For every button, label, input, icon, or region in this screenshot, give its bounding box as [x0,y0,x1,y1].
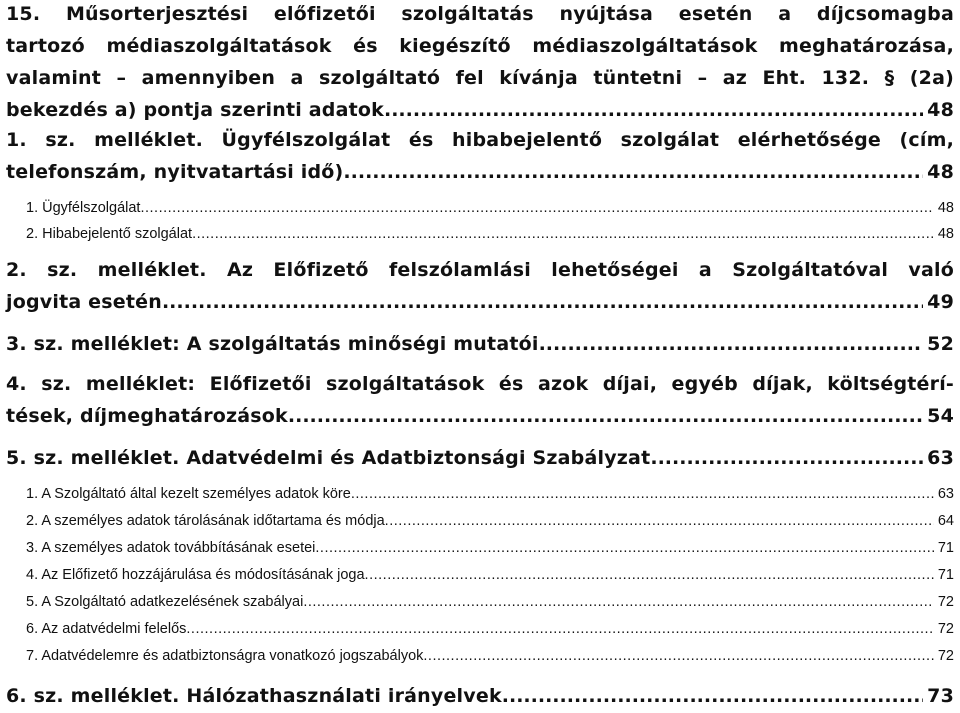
toc-entry-line: 4. sz. melléklet: Előfizetői szolgáltatások és azok díjai, egyéb díjak, költségtérí- [6,373,954,395]
toc-entry-last-line [6,400,954,432]
toc-entry-title: 6. Az adatvédelmi felelős [26,621,187,637]
page-number: 72 [937,621,954,637]
toc-entry-storage-period[interactable] [26,509,954,533]
toc-entry-title: jogvita esetén [6,291,162,313]
dot-leader [315,536,933,560]
toc-entry-annex-5[interactable] [6,442,954,474]
dot-leader [140,196,933,220]
toc-entry-last-line [26,536,954,560]
page-number: 54 [927,405,954,427]
dot-leader [423,644,933,668]
dot-leader [385,509,934,533]
dot-leader [343,156,923,188]
toc-entry-title: 1. Ügyfélszolgálat [26,200,141,216]
toc-entry-data-transfer[interactable] [26,536,954,560]
page-number: 48 [937,226,954,242]
toc-entry-title: 2. A személyes adatok tárolásának időtartama és módja [26,513,385,529]
page-number: 48 [927,161,954,183]
toc-entry-title: 5. sz. melléklet. Adatvédelmi és Adatbiztonsági Szabályzat [6,447,651,469]
page-number: 73 [927,685,954,707]
toc-entry-last-line [6,94,954,126]
page-number: 64 [937,513,954,529]
toc-entry-annex-2[interactable] [6,254,954,318]
toc-entry-fault-reporting[interactable] [26,222,954,246]
toc-entry-last-line [26,222,954,246]
toc-entry-title: 4. Az Előfizető hozzájárulása és módosításának joga [26,567,365,583]
page-number: 48 [927,99,954,121]
toc-entry-title: telefonszám, nyitvatartási idő) [6,161,344,183]
dot-leader [539,328,924,360]
dot-leader [192,222,934,246]
dot-leader [384,94,923,126]
toc-entry-title: 2. Hibabejelentő szolgálat [26,226,193,242]
toc-entry-15[interactable] [6,0,954,126]
toc-entry-last-line [26,590,954,614]
toc-entry-legislation[interactable] [26,644,954,668]
dot-leader [502,680,923,712]
toc-entry-line: 1. sz. melléklet. Ügyfélszolgálat és hibabejelentő szolgálat elérhetősége (cím, [6,129,954,151]
page-number: 71 [937,567,954,583]
toc-entry-last-line [6,286,954,318]
dot-leader [650,442,923,474]
toc-entry-last-line [26,617,954,641]
toc-entry-line: tartozó médiaszolgáltatások és kiegészítő médiaszolgáltatások meghatározása, [6,35,954,57]
toc-entry-line: 15. Műsorterjesztési előfizetői szolgáltatás nyújtása esetén a díjcsomagba [6,3,954,25]
toc-entry-last-line [6,156,954,188]
toc-entry-title: bekezdés a) pontja szerinti adatok [6,99,384,121]
page-number: 72 [937,594,954,610]
toc-entry-title: 3. A személyes adatok továbbításának esetei [26,540,316,556]
dot-leader [351,482,934,506]
page-number: 72 [937,648,954,664]
toc-entry-consent[interactable] [26,563,954,587]
toc-entry-customer-service[interactable] [26,196,954,220]
toc-entry-title: 3. sz. melléklet: A szolgáltatás minőségi mutatói [6,333,539,355]
toc-entry-last-line [26,196,954,220]
dot-leader [303,590,934,614]
toc-entry-last-line [6,328,954,360]
dot-leader [288,400,923,432]
toc-entry-title: 1. A Szolgáltató által kezelt személyes adatok köre [26,486,351,502]
toc-entry-processing-rules[interactable] [26,590,954,614]
toc-entry-annex-3[interactable] [6,328,954,360]
toc-entry-annex-6[interactable] [6,680,954,712]
toc-entry-personal-data-scope[interactable] [26,482,954,506]
toc-entry-last-line [26,644,954,668]
dot-leader [162,286,923,318]
toc-entry-last-line [26,509,954,533]
toc-entry-last-line [26,482,954,506]
page-number: 49 [927,291,954,313]
page-number: 52 [927,333,954,355]
dot-leader [186,617,933,641]
page-number: 71 [937,540,954,556]
page-number: 63 [937,486,954,502]
toc-entry-data-protection-officer[interactable] [26,617,954,641]
toc-entry-annex-1[interactable] [6,124,954,188]
toc-entry-line: 2. sz. melléklet. Az Előfizető felszólamlási lehetőségei a Szolgáltatóval való [6,259,954,281]
toc-entry-last-line [6,442,954,474]
toc-entry-title: 6. sz. melléklet. Hálózathasználati irányelvek [6,685,502,707]
dot-leader [365,563,934,587]
toc-entry-line: valamint – amennyiben a szolgáltató fel kívánja tüntetni – az Eht. 132. § (2a) [6,67,954,89]
toc-entry-annex-4[interactable] [6,368,954,432]
toc-entry-title: tések, díjmeghatározások [6,405,288,427]
toc-entry-title: 7. Adatvédelemre és adatbiztonságra vonatkozó jogszabályok [26,648,424,664]
toc-entry-last-line [26,563,954,587]
toc-entry-title: 5. A Szolgáltató adatkezelésének szabályai [26,594,304,610]
toc-entry-last-line [6,680,954,712]
page-number: 63 [927,447,954,469]
page-number: 48 [937,200,954,216]
